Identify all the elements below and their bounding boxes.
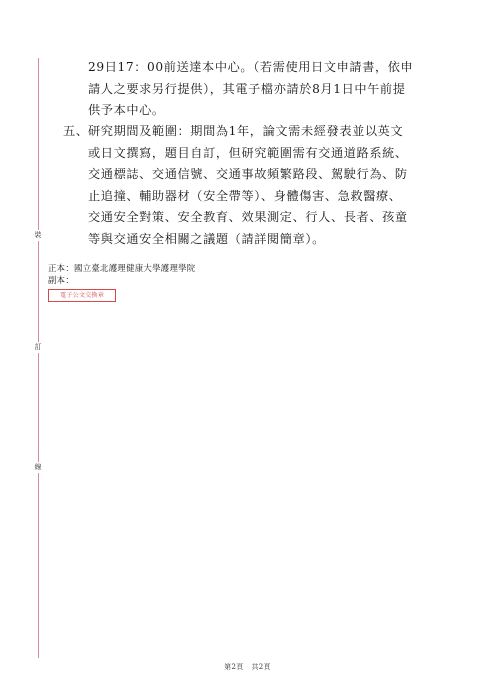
page-total: 共2頁 bbox=[251, 663, 271, 671]
main-recipient: 國立臺北護理健康大學護理學院 bbox=[74, 263, 196, 273]
exchange-stamp: 電子公文交換章 bbox=[48, 289, 116, 302]
distribution-list bbox=[48, 263, 195, 286]
binding-char-zhuang: 裝 bbox=[30, 230, 46, 241]
item-line-text: 研究期間及範圍：期間為1年，論文需未經發表並以英文 bbox=[88, 124, 404, 138]
main-recipient-row bbox=[48, 263, 195, 275]
item-line: 交通安全對策、安全教育、效果測定、行人、長者、孩童 bbox=[88, 210, 408, 224]
copy-recipient-row bbox=[48, 275, 195, 287]
page-number: 第2頁 bbox=[224, 663, 244, 671]
binding-char-xian: 線 bbox=[30, 462, 46, 473]
copy-recipient-label: 副本： bbox=[48, 274, 75, 285]
continuation-line: 29日17：00前送達本中心。（若需使用日文申請書，依申 bbox=[88, 60, 414, 74]
item-line: 或日文撰寫，題目自訂，但研究範圍需有交通道路系統、 bbox=[88, 145, 408, 160]
item-line: 等與交通安全相關之議題（請詳閱簡章）。 bbox=[88, 231, 325, 246]
item-number: 五、 bbox=[63, 124, 89, 138]
item-line bbox=[63, 121, 448, 143]
item-five-paragraph bbox=[63, 121, 448, 250]
binding-char-ding: 訂 bbox=[30, 342, 46, 353]
item-line: 止追撞、輔助器材（安全帶等）、身體傷害、急救醫療、 bbox=[88, 188, 402, 203]
continuation-paragraph bbox=[88, 57, 448, 122]
continuation-line: 供予本中心。 bbox=[88, 103, 165, 117]
continuation-line: 請人之要求另行提供），其電子檔亦請於8月1日中午前提 bbox=[88, 81, 406, 96]
item-line: 交通標誌、交通信號、交通事故頻繁路段、駕駛行為、防 bbox=[88, 167, 408, 181]
page-footer bbox=[0, 662, 495, 672]
binding-line bbox=[38, 58, 39, 658]
main-recipient-label: 正本： bbox=[48, 263, 75, 273]
